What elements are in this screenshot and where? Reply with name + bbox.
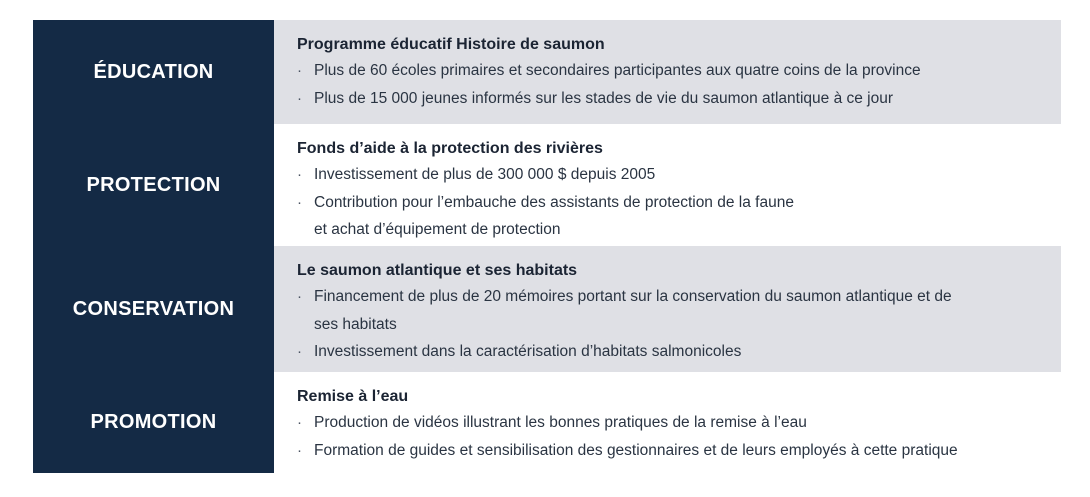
bullet-text-continued: et achat d’équipement de protection bbox=[314, 221, 561, 238]
bullet-list-promotion bbox=[297, 409, 1047, 464]
bullet-text: Plus de 15 000 jeunes informés sur les stades de vie du saumon atlantique à ce jour bbox=[314, 89, 894, 107]
bullet-item bbox=[297, 283, 1047, 338]
bullet-text: Investissement dans la caractérisation d’habitats salmonicoles bbox=[314, 343, 742, 360]
row-label-protection: PROTECTION bbox=[33, 124, 274, 246]
row-content-protection bbox=[274, 124, 1061, 246]
bullet-list-education bbox=[297, 57, 1047, 112]
bullet-item bbox=[297, 161, 1047, 189]
bullet-item bbox=[297, 85, 1047, 113]
row-title-promotion: Remise à l’eau bbox=[297, 388, 409, 405]
bullet-text: Contribution pour l’embauche des assistants de protection de la faune bbox=[314, 193, 794, 211]
bullet-dot-icon: · bbox=[297, 441, 302, 459]
bullet-text: Plus de 60 écoles primaires et secondaires participantes aux quatre coins de la province bbox=[314, 62, 921, 79]
table-row-education bbox=[33, 20, 1061, 124]
bullet-item bbox=[297, 189, 1047, 244]
row-content-conservation bbox=[274, 246, 1061, 372]
table-row-conservation bbox=[33, 246, 1061, 372]
bullet-dot-icon: · bbox=[297, 414, 302, 431]
row-label-promotion: PROMOTION bbox=[33, 372, 274, 473]
bullet-text-continued: ses habitats bbox=[314, 315, 397, 333]
row-content-promotion bbox=[274, 372, 1061, 473]
bullet-item bbox=[297, 57, 1047, 85]
bullet-dot-icon: · bbox=[297, 62, 302, 79]
table-row-protection bbox=[33, 124, 1061, 246]
row-title-education: Programme éducatif Histoire de saumon bbox=[297, 36, 605, 53]
program-table bbox=[33, 20, 1061, 473]
bullet-text: Investissement de plus de 300 000 $ depuis 2005 bbox=[314, 166, 656, 183]
row-title-conservation: Le saumon atlantique et ses habitats bbox=[297, 262, 578, 279]
bullet-dot-icon: · bbox=[297, 166, 302, 183]
bullet-dot-icon: · bbox=[297, 193, 302, 211]
bullet-item bbox=[297, 338, 1047, 366]
bullet-list-protection bbox=[297, 161, 1047, 244]
table-row-promotion bbox=[33, 372, 1061, 473]
bullet-dot-icon: · bbox=[297, 89, 302, 107]
row-content-education bbox=[274, 20, 1061, 124]
row-label-education: ÉDUCATION bbox=[33, 20, 274, 124]
row-label-conservation: CONSERVATION bbox=[33, 246, 274, 372]
bullet-item bbox=[297, 409, 1047, 437]
bullet-text: Formation de guides et sensibilisation des gestionnaires et de leurs employés à cette pratique bbox=[314, 441, 958, 459]
bullet-dot-icon: · bbox=[297, 343, 302, 360]
bullet-item bbox=[297, 437, 1047, 465]
bullet-list-conservation bbox=[297, 283, 1047, 366]
bullet-text: Financement de plus de 20 mémoires portant sur la conservation du saumon atlantique et de bbox=[314, 288, 952, 305]
bullet-dot-icon: · bbox=[297, 288, 302, 305]
bullet-text: Production de vidéos illustrant les bonnes pratiques de la remise à l’eau bbox=[314, 414, 807, 431]
row-title-protection: Fonds d’aide à la protection des rivières bbox=[297, 140, 603, 157]
